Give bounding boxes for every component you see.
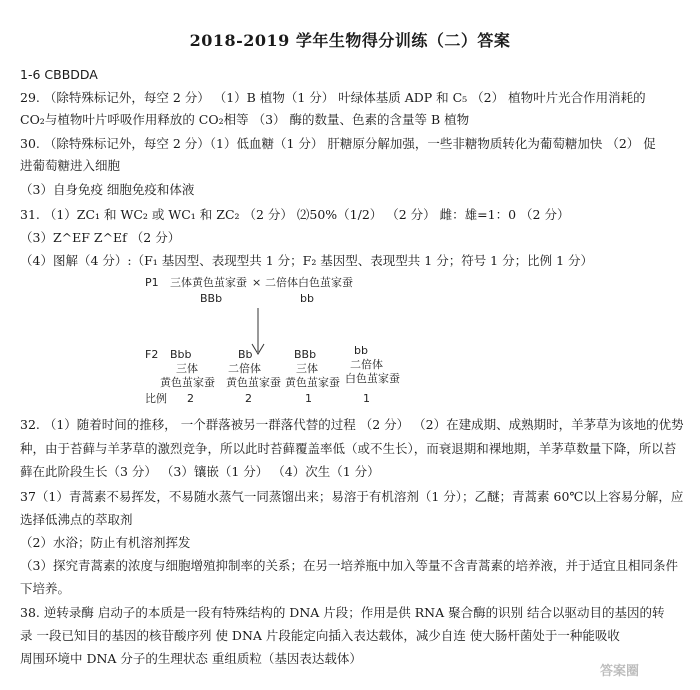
genetic-cross-diagram bbox=[0, 270, 700, 410]
p-right-phenotype: 二倍体白色茧家蚕 bbox=[265, 276, 353, 289]
answer-30-line-3: （3）自身免疫 细胞免疫和体液 bbox=[20, 182, 195, 197]
offspring-1-ratio: 2 bbox=[187, 392, 194, 405]
answer-30-line-1: 30. （除特殊标记外，每空 2 分）（1）低血糖（1 分） 肝糖原分解加强，一些非糖物质转化为葡萄糖加快 （2） 促 bbox=[20, 136, 656, 151]
watermark-logo: 答案圈 bbox=[600, 664, 640, 679]
answer-38-line-1: 38. 逆转录酶 启动子的本质是一段有特殊结构的 DNA 片段；作用是供 RNA 聚合酶的识别 结合以驱动目的基因的转 bbox=[20, 605, 665, 620]
answer-1-6: 1-6 CBBDDA bbox=[20, 67, 98, 82]
offspring-1-phenotype: 黄色茧家蚕 bbox=[160, 376, 215, 389]
f2-generation-label: F2 bbox=[145, 348, 159, 361]
offspring-2-phenotype: 黄色茧家蚕 bbox=[226, 376, 281, 389]
offspring-4-phenotype: 白色茧家蚕 bbox=[345, 372, 400, 385]
answer-31-line-1: 31. （1）ZC₁ 和 WC₂ 或 WC₁ 和 ZC₂ （2 分） ⑵50%（1/2） （2 分） 雌：雄=1：0 （2 分） bbox=[20, 207, 570, 222]
answer-31-line-3: （4）图解（4 分）:（F₁ 基因型、表现型共 1 分；F₂ 基因型、表现型共 1 分；符号 1 分；比例 1 分） bbox=[20, 253, 594, 268]
answer-32-line-1: 32. （1）随着时间的推移， 一个群落被另一群落代替的过程 （2 分） （2）在建成期、成熟期时，羊茅草为该地的优势 bbox=[20, 417, 684, 432]
p-left-phenotype: 三体黄色茧家蚕 bbox=[170, 276, 247, 289]
offspring-3-genotype: BBb bbox=[294, 348, 317, 361]
p-generation-label: P1 bbox=[145, 276, 159, 289]
answer-37-line-2: 选择低沸点的萃取剂 bbox=[20, 512, 133, 527]
answer-38-line-2: 录 一段已知目的基因的核苷酸序列 使 DNA 片段能定向插入表达载体，减少自连 使大肠杆菌处于一种能吸收 bbox=[20, 628, 620, 643]
answer-30-line-2: 进葡萄糖进入细胞 bbox=[20, 158, 121, 173]
page-title: 2018-2019 学年生物得分训练（二）答案 bbox=[189, 31, 511, 50]
offspring-3-ploidy: 三体 bbox=[296, 362, 318, 375]
offspring-4-genotype: bb bbox=[354, 344, 368, 357]
answer-29-line-2: CO₂与植物叶片呼吸作用释放的 CO₂相等 （3） 酶的数量、色素的含量等 B 植物 bbox=[20, 112, 470, 127]
offspring-3-ratio: 1 bbox=[305, 392, 312, 405]
ratio-label: 比例 bbox=[145, 392, 167, 405]
answer-37-line-4: （3）探究青蒿素的浓度与细胞增殖抑制率的关系；在另一培养瓶中加入等量不含青蒿素的培养液，并于适宜且相同条件 bbox=[20, 558, 678, 573]
offspring-4-ratio: 1 bbox=[363, 392, 370, 405]
answer-32-line-3: 藓在此阶段生长（3 分） （3）镶嵌（1 分） （4）次生（1 分） bbox=[20, 464, 380, 479]
offspring-2-genotype: Bb bbox=[238, 348, 253, 361]
answer-38-line-3: 周围环境中 DNA 分子的生理状态 重组质粒（基因表达载体） bbox=[20, 651, 362, 666]
p-right-genotype: bb bbox=[300, 292, 314, 305]
offspring-3-phenotype: 黄色茧家蚕 bbox=[285, 376, 340, 389]
offspring-1-genotype: Bbb bbox=[170, 348, 192, 361]
offspring-4-ploidy: 二倍体 bbox=[350, 358, 383, 371]
offspring-2-ploidy: 二倍体 bbox=[228, 362, 261, 375]
offspring-2-ratio: 2 bbox=[245, 392, 252, 405]
answer-37-line-5: 下培养。 bbox=[20, 581, 71, 596]
answer-29-line-1: 29. （除特殊标记外，每空 2 分） （1）B 植物（1 分） 叶绿体基质 ADP 和 C₅ （2） 植物叶片光合作用消耗的 bbox=[20, 90, 646, 105]
p-left-genotype: BBb bbox=[200, 292, 223, 305]
cross-symbol: × bbox=[252, 276, 262, 289]
answer-37-line-3: （2）水浴；防止有机溶剂挥发 bbox=[20, 535, 191, 550]
answer-37-line-1: 37（1）青蒿素不易挥发，不易随水蒸气一同蒸馏出来；易溶于有机溶剂（1 分）；乙醚；青蒿素 60℃以上容易分解，应 bbox=[20, 489, 684, 504]
answer-31-line-2: （3）Z^EF Z^Ef （2 分） bbox=[20, 230, 181, 245]
offspring-1-ploidy: 三体 bbox=[176, 362, 198, 375]
answer-32-line-2: 种，由于苔藓与羊茅草的激烈竞争，所以此时苔藓覆盖率低（或不生长），而衰退期和裸地期，羊茅草数量下降，所以苔 bbox=[20, 441, 677, 456]
